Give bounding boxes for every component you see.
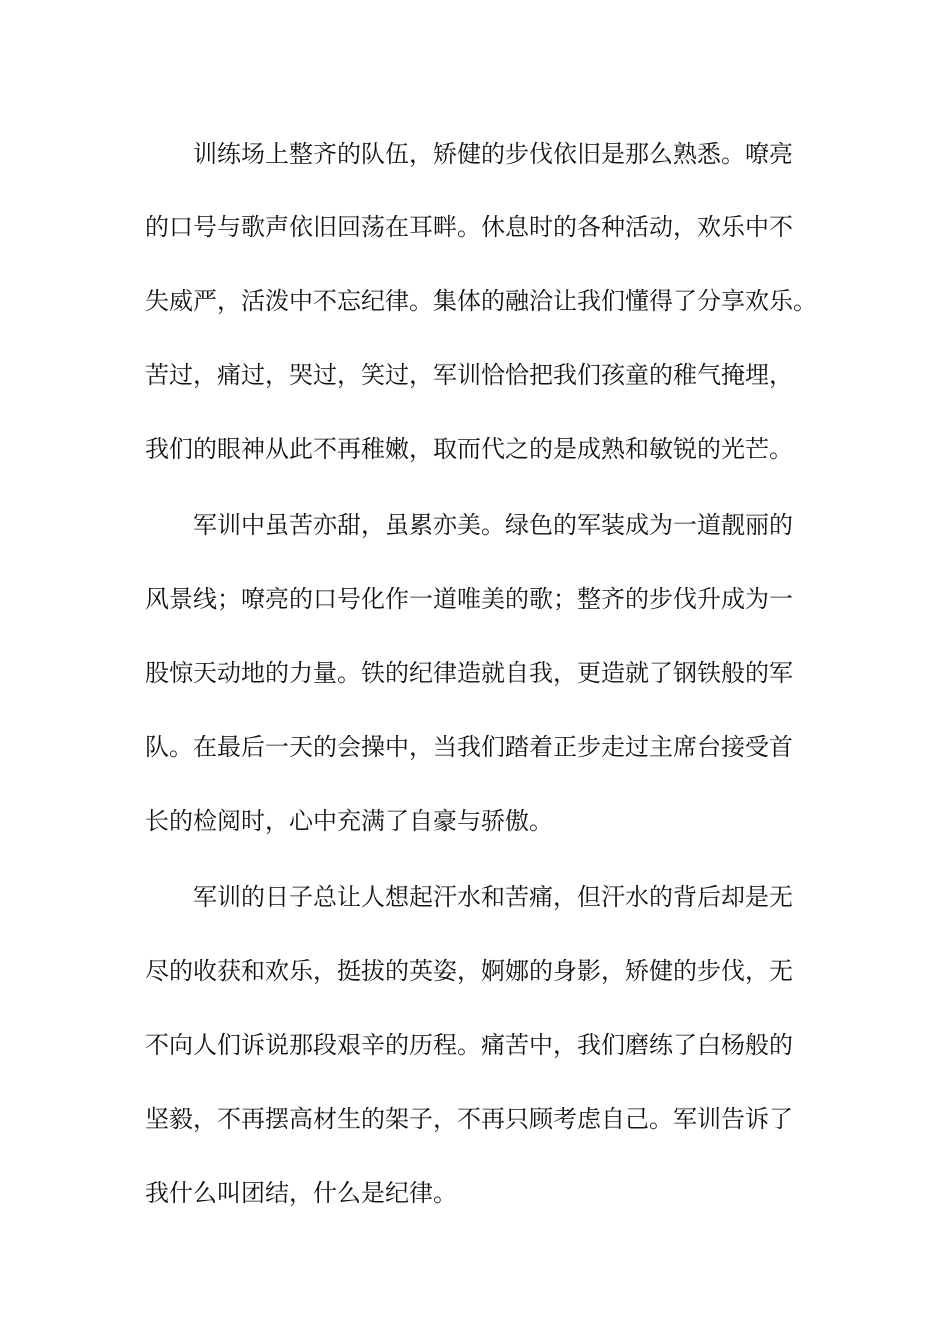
paragraph-3-line-5: 我什么叫团结，什么是纪律。 — [145, 1179, 457, 1207]
paragraph-1-line-5: 我们的眼神从此不再稚嫩，取而代之的是成熟和敏锐的光芒。 — [145, 435, 793, 463]
paragraph-1-line-1: 训练场上整齐的队伍，矫健的步伐依旧是那么熟悉。嘹亮 — [193, 140, 793, 168]
paragraph-2-line-2: 风景线；嘹亮的口号化作一道唯美的歌；整齐的步伐升成为一 — [145, 585, 793, 613]
paragraph-3-line-4: 坚毅，不再摆高材生的架子，不再只顾考虑自己。军训告诉了 — [145, 1105, 793, 1133]
paragraph-2-line-1: 军训中虽苦亦甜，虽累亦美。绿色的军装成为一道靓丽的 — [193, 511, 793, 539]
paragraph-2-line-3: 股惊天动地的力量。铁的纪律造就自我，更造就了钢铁般的军 — [145, 659, 793, 687]
paragraph-3-line-3: 不向人们诉说那段艰辛的历程。痛苦中，我们磨练了白杨般的 — [145, 1031, 793, 1059]
paragraph-1-line-4: 苦过，痛过，哭过，笑过，军训恰恰把我们孩童的稚气掩埋， — [145, 361, 793, 389]
paragraph-3-line-1: 军训的日子总让人想起汗水和苦痛，但汗水的背后却是无 — [193, 883, 793, 911]
paragraph-3-line-2: 尽的收获和欢乐，挺拔的英姿，婀娜的身影，矫健的步伐，无 — [145, 957, 793, 985]
paragraph-1-line-3: 失威严，活泼中不忘纪律。集体的融洽让我们懂得了分享欢乐。 — [145, 287, 817, 315]
paragraph-2-line-4: 队。在最后一天的会操中，当我们踏着正步走过主席台接受首 — [145, 733, 793, 761]
paragraph-1-line-2: 的口号与歌声依旧回荡在耳畔。休息时的各种活动，欢乐中不 — [145, 213, 793, 241]
paragraph-2-line-5: 长的检阅时，心中充满了自豪与骄傲。 — [145, 807, 553, 835]
